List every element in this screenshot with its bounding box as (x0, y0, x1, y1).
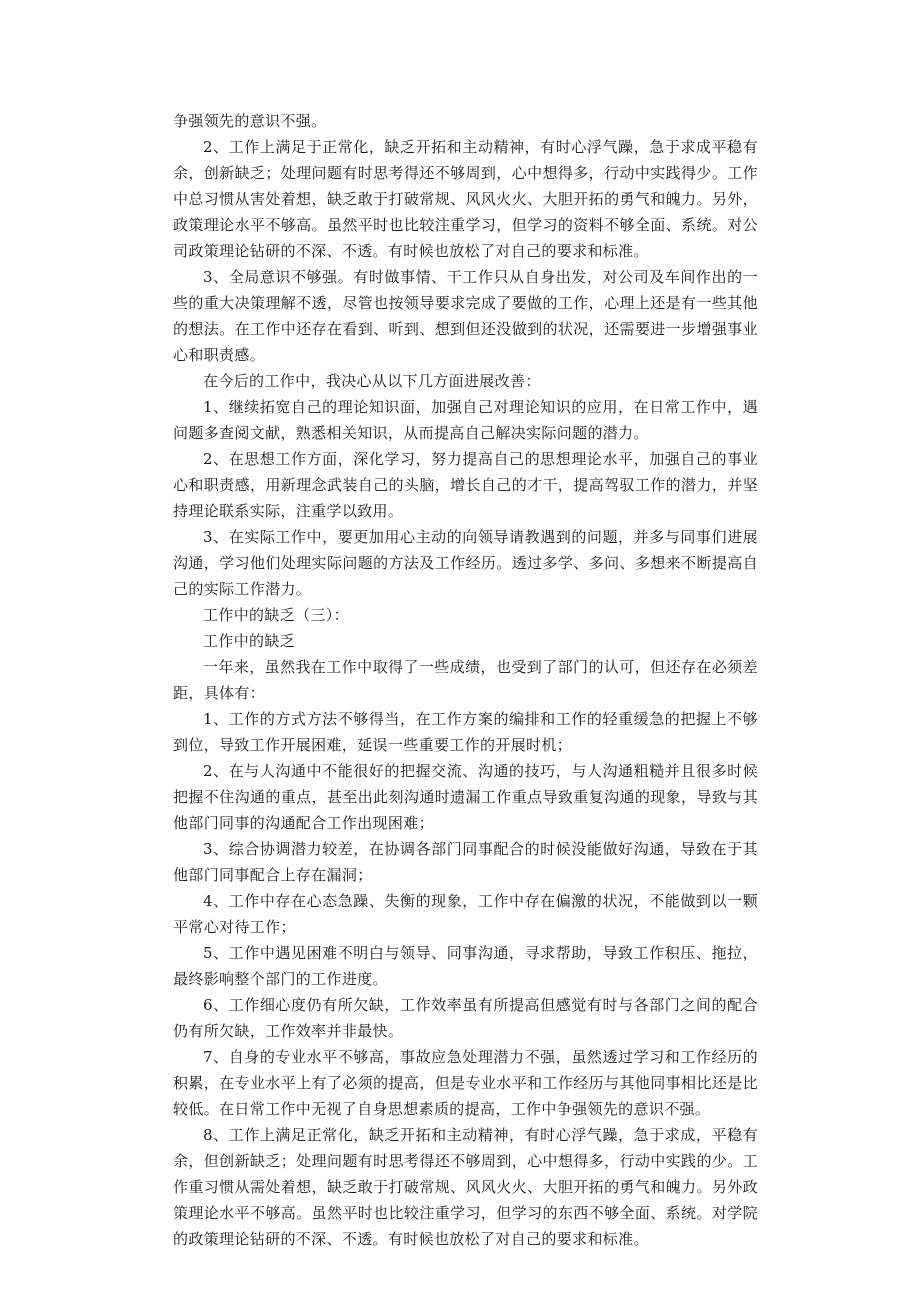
document-body (173, 108, 758, 1252)
paragraph: 争强领先的意识不强。 (173, 112, 327, 130)
paragraph: 4、工作中存在心态急躁、失衡的现象，工作中存在偏激的状况，不能做到以一颗平常心对待工作； (173, 892, 758, 936)
paragraph: 1、继续拓宽自己的理论知识面，加强自己对理论知识的应用，在日常工作中，遇问题多查阅文献，熟悉相关知识，从而提高自己解决实际问题的潜力。 (173, 398, 758, 442)
paragraph: 3、综合协调潜力较差，在协调各部门同事配合的时候没能做好沟通，导致在于其他部门同事配合上存在漏洞； (173, 840, 758, 884)
paragraph: 2、在与人沟通中不能很好的把握交流、沟通的技巧，与人沟通粗糙并且很多时候把握不住沟通的重点，甚至出此刻沟通时遗漏工作重点导致重复沟通的现象，导致与其他部门同事的沟通配合工作出现困难； (173, 762, 758, 832)
paragraph: 3、在实际工作中，要更加用心主动的向领导请教遇到的问题，并多与同事们进展沟通，学习他们处理实际问题的方法及工作经历。透过多学、多问、多想来不断提高自己的实际工作潜力。 (173, 528, 758, 598)
paragraph: 在今后的工作中，我决心从以下几方面进展改善： (203, 372, 541, 390)
paragraph: 5、工作中遇见困难不明白与领导、同事沟通，寻求帮助，导致工作积压、拖拉，最终影响整个部门的工作进度。 (173, 944, 758, 988)
paragraph: 3、全局意识不够强。有时做事情、干工作只从自身出发，对公司及车间作出的一些的重大决策理解不透，尽管也按领导要求完成了要做的工作，心理上还是有一些其他的想法。在工作中还存在看到、听到、想到但还没做到的状况，还需要进一步增强事业心和职责感。 (173, 268, 758, 364)
paragraph: 一年来，虽然我在工作中取得了一些成绩，也受到了部门的认可，但还存在必须差距，具体有： (173, 658, 758, 702)
section-heading: 工作中的缺乏（三）： (203, 606, 350, 624)
paragraph: 1、工作的方式方法不够得当，在工作方案的编排和工作的轻重缓急的把握上不够到位，导致工作开展困难，延误一些重要工作的开展时机； (173, 710, 758, 754)
paragraph: 6、工作细心度仍有所欠缺，工作效率虽有所提高但感觉有时与各部门之间的配合仍有所欠缺，工作效率并非最快。 (173, 996, 758, 1040)
section-subheading: 工作中的缺乏 (203, 632, 296, 650)
paragraph: 2、在思想工作方面，深化学习，努力提高自己的思想理论水平，加强自己的事业心和职责感，用新理念武装自己的头脑，增长自己的才干，提高驾驭工作的潜力，并坚持理论联系实际，注重学以致用。 (173, 450, 758, 520)
paragraph: 8、工作上满足正常化，缺乏开拓和主动精神，有时心浮气躁，急于求成，平稳有余，但创新缺乏；处理问题有时思考得还不够周到，心中想得多，行动中实践的少。工作重习惯从需处着想，缺乏敢于打破常规、风风火火、大胆开拓的勇气和魄力。另外政策理论水平不够高。虽然平时也比较注重学习，但学习的东西不够全面、系统。对学院的政策理论钻研的不深、不透。有时候也放松了对自己的要求和标准。 (173, 1126, 758, 1248)
paragraph: 2、工作上满足于正常化，缺乏开拓和主动精神，有时心浮气躁，急于求成平稳有余，创新缺乏；处理问题有时思考得还不够周到，心中想得多，行动中实践得少。工作中总习惯从害处着想，缺乏敢于打破常规、风风火火、大胆开拓的勇气和魄力。另外，政策理论水平不够高。虽然平时也比较注重学习，但学习的资料不够全面、系统。对公司政策理论钻研的不深、不透。有时候也放松了对自己的要求和标准。 (173, 138, 758, 260)
paragraph: 7、自身的专业水平不够高，事故应急处理潜力不强，虽然透过学习和工作经历的积累，在专业水平上有了必须的提高，但是专业水平和工作经历与其他同事相比还是比较低。在日常工作中无视了自身思想素质的提高，工作中争强领先的意识不强。 (173, 1048, 758, 1118)
